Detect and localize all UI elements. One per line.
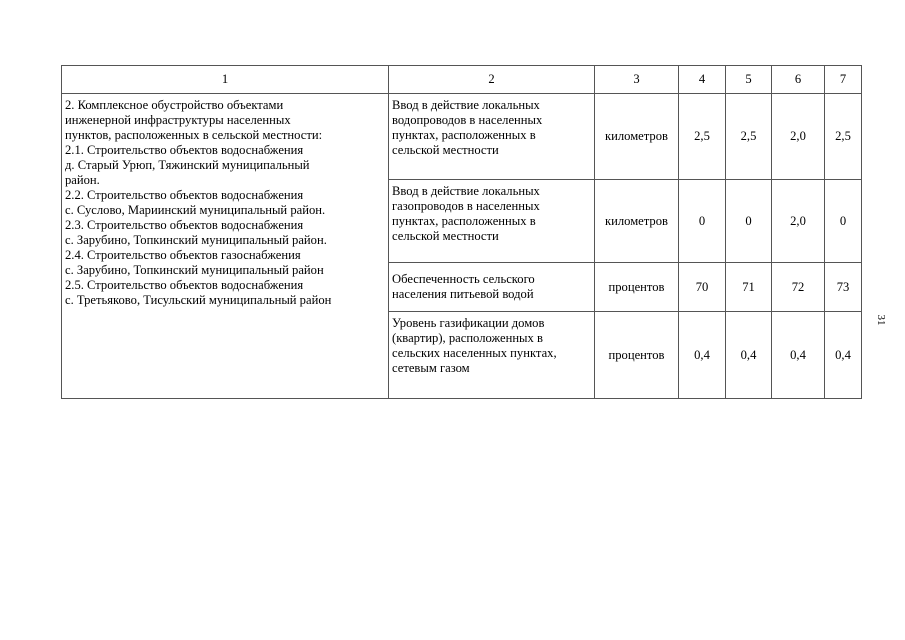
indicator-line: населения питьевой водой: [392, 287, 534, 301]
header-col-2: 2: [389, 66, 595, 94]
indicator-cell: [389, 312, 595, 399]
table-row: [62, 94, 862, 180]
description-line: район.: [65, 173, 100, 187]
indicator-cell: [389, 180, 595, 263]
indicator-line: Обеспеченность сельского: [392, 272, 535, 286]
description-line: 2.3. Строительство объектов водоснабжения: [65, 218, 304, 232]
header-col-6: 6: [772, 66, 825, 94]
unit-cell: процентов: [595, 312, 679, 399]
description-line: пунктов, расположенных в сельской местности:: [65, 128, 323, 142]
description-line: 2.5. Строительство объектов водоснабжения: [65, 278, 304, 292]
description-line: 2.4. Строительство объектов газоснабжения: [65, 248, 301, 262]
description-line: 2. Комплексное обустройство объектами: [65, 98, 284, 112]
value-cell: 0: [726, 180, 772, 263]
value-cell: 70: [679, 263, 726, 312]
value-cell: 0,4: [772, 312, 825, 399]
value-cell: 0: [679, 180, 726, 263]
value-cell: 2,5: [726, 94, 772, 180]
header-col-5: 5: [726, 66, 772, 94]
header-col-4: 4: [679, 66, 726, 94]
indicators-table: [61, 65, 862, 399]
value-cell: 71: [726, 263, 772, 312]
description-line: 2.1. Строительство объектов водоснабжения: [65, 143, 304, 157]
unit-cell: процентов: [595, 263, 679, 312]
indicator-line: водопроводов в населенных: [392, 113, 543, 127]
value-cell: 2,5: [679, 94, 726, 180]
indicator-line: сельской местности: [392, 143, 499, 157]
value-cell: 0,4: [825, 312, 862, 399]
header-col-1: 1: [62, 66, 389, 94]
description-line: д. Старый Урюп, Тяжинский муниципальный: [65, 158, 310, 172]
page-number: 31: [875, 314, 887, 326]
description-line: инженерной инфраструктуры населенных: [65, 113, 291, 127]
indicator-cell: [389, 263, 595, 312]
indicator-cell: [389, 94, 595, 180]
value-cell: 0,4: [679, 312, 726, 399]
indicator-line: (квартир), расположенных в: [392, 331, 543, 345]
value-cell: 73: [825, 263, 862, 312]
unit-cell: километров: [595, 94, 679, 180]
indicator-line: Уровень газификации домов: [392, 316, 545, 330]
header-row: [62, 66, 862, 94]
value-cell: 2,5: [825, 94, 862, 180]
unit-cell: километров: [595, 180, 679, 263]
value-cell: 0: [825, 180, 862, 263]
indicator-line: сельских населенных пунктах,: [392, 346, 557, 360]
description-line: с. Зарубино, Топкинский муниципальный район: [65, 263, 324, 277]
description-line: с. Зарубино, Топкинский муниципальный район.: [65, 233, 327, 247]
description-line: с. Третьяково, Тисульский муниципальный район: [65, 293, 332, 307]
value-cell: 0,4: [726, 312, 772, 399]
indicator-line: Ввод в действие локальных: [392, 184, 540, 198]
description-line: 2.2. Строительство объектов водоснабжения: [65, 188, 304, 202]
indicator-line: пунктах, расположенных в: [392, 214, 536, 228]
value-cell: 72: [772, 263, 825, 312]
indicator-line: пунктах, расположенных в: [392, 128, 536, 142]
header-col-3: 3: [595, 66, 679, 94]
indicator-line: газопроводов в населенных: [392, 199, 540, 213]
value-cell: 2,0: [772, 94, 825, 180]
indicator-line: сетевым газом: [392, 361, 470, 375]
program-description-cell: [62, 94, 389, 399]
indicator-line: Ввод в действие локальных: [392, 98, 540, 112]
description-line: с. Суслово, Мариинский муниципальный район.: [65, 203, 326, 217]
value-cell: 2,0: [772, 180, 825, 263]
indicator-line: сельской местности: [392, 229, 499, 243]
header-col-7: 7: [825, 66, 862, 94]
